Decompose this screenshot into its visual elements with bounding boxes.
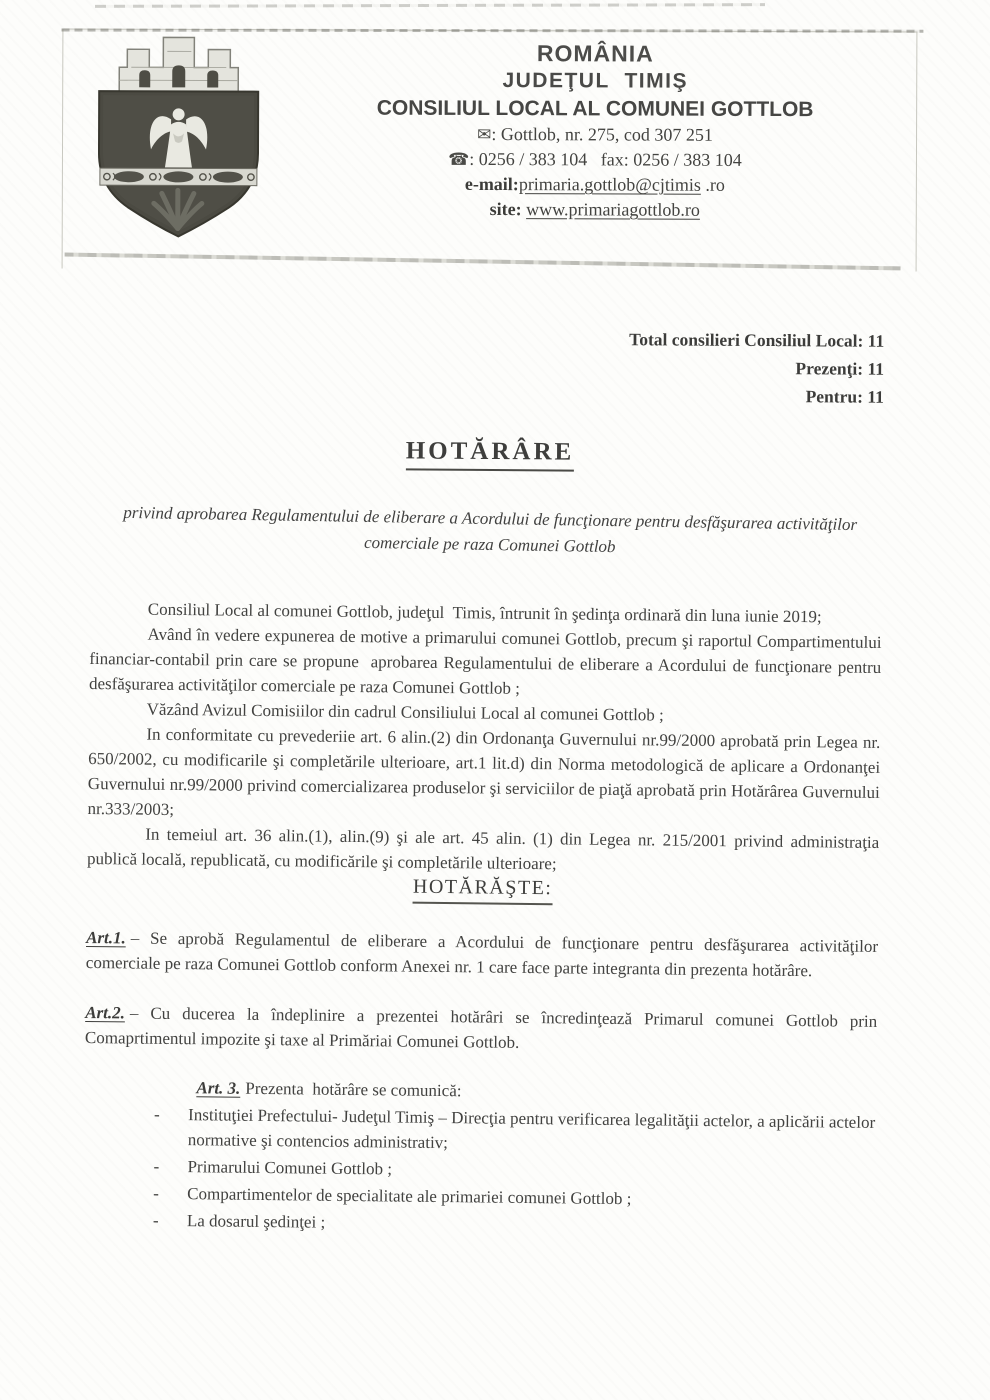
list-item: - Compartimentelor de specialitate ale primariei comunei Gottlob ; <box>83 1180 875 1214</box>
attendance-present-value: 11 <box>867 358 885 379</box>
article-2 <box>85 1000 878 1059</box>
letterhead-text <box>295 38 896 222</box>
dash-marker: - <box>153 1156 160 1176</box>
envelope-icon: ✉ <box>477 125 492 146</box>
address-line <box>295 124 895 148</box>
attendance-present: Prezenţi: 11 <box>795 358 885 379</box>
mural-crown-icon <box>119 37 238 93</box>
article-3-text: Prezenta hotărâre se comunică: <box>245 1078 462 1101</box>
letterhead-top-border <box>61 29 923 33</box>
preamble-paragraph-4: In conformitate cu prevederiie art. 6 alin.(2) din Ordonanţa Guvernului nr.99/2000 aprobată prin Legea nr. 650/2002, cu modificarile şi completările ulterioare, art.1 lit.d) din Norma metodologică de aplicare a Ordonanţei Guvernului nr.99/2000 privind comercializarea produselor şi serviciilor de piaţă aprobată prin Hotărârea Guvernului nr.333/2003; <box>87 724 881 819</box>
attendance-for: Pentru: 11 <box>805 386 884 407</box>
article-2-text: – Cu ducerea la îndeplinire a prezentei hotărâri se încredinţează Primarul comunei Gottlob prin Comaprtimentul impozite şi taxe al Primăriai Comunei Gottlob. <box>84 1003 878 1052</box>
letterhead <box>62 29 918 272</box>
attendance-total: Total consilieri Consiliul Local: 11 <box>629 329 885 351</box>
dash-marker: - <box>152 1210 159 1230</box>
decision-subtitle: privind aprobarea Regulamentului de eliberare a Acordului de funcţionare pentru desfăşurarea activităţilor comerciale pe raza Comunei Gottlob <box>123 502 858 557</box>
resolution-heading: HOTĂRĂŞTE: <box>413 875 553 906</box>
preamble-paragraph-5: In temeiul art. 36 alin.(1), alin.(9) şi ale art. 45 alin. (1) din Legea nr. 215/2001 privind administraţia publică locală, republicată, cu modificările şi completările ulterioare; <box>86 824 880 874</box>
letterhead-bottom-border <box>65 253 901 271</box>
council-name: CONSILIUL LOCAL AL COMUNEI GOTTLOB <box>376 96 814 121</box>
address-text: : Gottlob, nr. 275, cod 307 251 <box>491 124 713 146</box>
attendance-block <box>629 325 885 411</box>
country-name: ROMÂNIA <box>536 40 654 67</box>
email-suffix: .ro <box>700 174 725 195</box>
article-1-text: – Se aprobă Regulamentul de eliberare a Acordului de funcţionare pentru desfăşurarea activităţilor comerciale pe raza Comunei Gottlob conform Anexei nr. 1 care face parte integranta din prezenta hotărâre. <box>85 928 879 981</box>
article-1-label: Art.1. <box>86 927 126 948</box>
ornament-band <box>100 168 257 186</box>
preamble-paragraph-3: Văzând Avizul Comisiilor din cadrul Consiliului Local al comunei Gottlob ; <box>146 699 664 725</box>
list-item: - Primarului Comunei Gottlob ; <box>83 1153 875 1187</box>
list-item: - Instituţiei Prefectului- Judeţul Timiş – Direcţia pentru verificarea legalităţii actelor, a aplicării actelor normative şi contencios administrativ; <box>84 1101 877 1160</box>
county-name: JUDEŢUL TIMIŞ <box>502 69 689 93</box>
dash-marker: - <box>153 1183 160 1203</box>
decision-title-wrap <box>0 435 980 475</box>
site-line <box>295 198 895 222</box>
distribution-list <box>83 1101 876 1241</box>
article-1 <box>86 925 879 984</box>
site-label: site: <box>489 199 527 220</box>
email-link: primaria.gottlob@cjtimis <box>518 174 701 195</box>
phone-line <box>295 149 895 173</box>
coat-of-arms <box>91 34 267 243</box>
email-line <box>295 173 895 197</box>
decision-body <box>83 596 882 1241</box>
attendance-total-value: 11 <box>867 330 885 351</box>
phone-icon: ☎ <box>448 150 470 171</box>
scan-noise-streak <box>95 3 765 8</box>
article-3-label: Art. 3. <box>196 1078 241 1098</box>
preamble-paragraph-1: Consiliul Local al comunei Gottlob, judeţul Timis, întrunit în şedinţa ordinară din luna iunie 2019; <box>147 599 822 627</box>
dash-marker: - <box>154 1104 160 1124</box>
list-item: - La dosarul şedinţei ; <box>83 1207 875 1241</box>
preamble-paragraph-2: Având în vedere expunerea de motive a primarului comunei Gottlob, precum şi raportul Compartimentului financiar-contabil prin care se propune aprobarea Regulamentului de eliberare a Acordului de funcţionare pentru desfăşurarea activităţilor comerciale pe raza Comunei Gottlob ; <box>88 624 882 698</box>
decision-title: HOTĂRÂRE <box>406 437 575 471</box>
article-2-label: Art.2. <box>85 1002 126 1023</box>
site-link: www.primariagottlob.ro <box>526 199 700 220</box>
attendance-for-value: 11 <box>867 386 884 407</box>
phone-text: : 0256 / 383 104 fax: 0256 / 383 104 <box>469 149 742 171</box>
email-label: e-mail: <box>464 174 519 195</box>
